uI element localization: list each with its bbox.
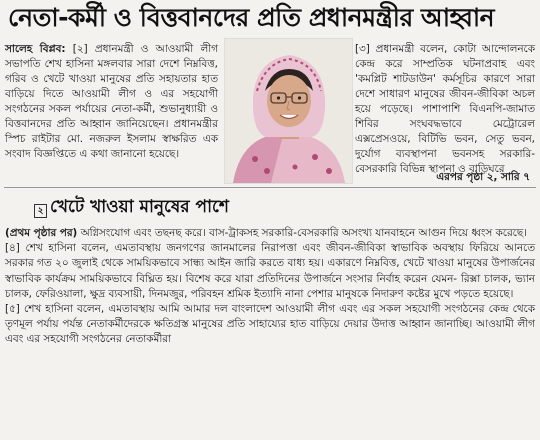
headline: নেতা-কর্মী ও বিত্তবানদের প্রতি প্রধানমন্ত্রীর আহ্বান [8,3,495,32]
prime-minister-photo [224,38,353,184]
right-column [355,42,535,177]
left-column-text: [২] প্রধানমন্ত্রী ও আওয়ামী লীগ সভাপতি শেখ হাসিনা মঙ্গলবার সারা দেশে নিম্নবিত্ত, গরিব ও খেটে খাওয়া মানুষের প্রতি সহায়তার হাত বাড়িয়ে দিতে আওয়ামী লীগ ও এর সহযোগী সংগঠনের সকল পর্যায়ের নেতা-কর্মী, শুভানুধ্যায়ী ও বিত্তবানদের প্রতি আহ্বান জানিয়েছেন। প্রধানমন্ত্রীর স্পিচ রাইটার মো. নজরুল ইসলাম স্বাক্ষরিত এক সংবাদ বিজ্ঞপ্তিতে এ কথা জানানো হয়েছে। [5,43,218,160]
paragraph-1 [5,226,535,241]
article-body [5,226,535,348]
section-divider [4,187,536,188]
paragraph-1-text: অগ্নিসংযোগ এবং তছনছ করে। বাস-ট্রাকসহ সরকারি-বেসরকারি অসংখ্য যানবাহনে আগুন দিয়ে ধ্বংস করেছে। [77,227,527,239]
left-column [5,42,218,162]
continuation-note: এরপর পৃষ্ঠা ২, সারি ৭ [436,171,530,183]
paragraph-2: [৪] শেখ হাসিনা বলেন, এমতাবস্থায় জনগণের জানমালের নিরাপত্তা এবং জীবন-জীবিকা স্বাভাবিক অবস্থায় ফিরিয়ে আনতে সরকার গত ২০ জুলাই থেকে সাময়িকভাবে সান্ধ্য আইন জারি করতে বাধ্য হয়। একারণে নিম্নবিত্ত, খেটে খাওয়া মানুষের উপার্জনের স্বাভাবিক কার্যক্রম সাময়িকভাবে বিঘ্নিত হয়। বিশেষ করে যারা প্রতিদিনের উপার্জনে সংসার নির্বাহ করেন যেমন- রিক্সা চালক, ভ্যান চালক, ফেরিওয়ালা, ক্ষুদ্র ব্যবসায়ী, দিনমজুর, পরিবহন শ্রমিক ইত্যাদি নানা পেশার মানুষকে নিদারুণ কষ্টের মুখে পড়তে হয়েছে। [5,242,535,300]
right-column-text: [৩] প্রধানমন্ত্রী বলেন, কোটা আন্দোলনকে কেন্দ্র করে সাম্প্রতিক ঘটনাপ্রবাহ এবং 'কমপ্লিট শাটডাউন' কর্মসূচির কারণে সারা দেশে সাধারণ মানুষের জীবন-জীবিকা অচল হয়ে পড়েছে। পাশাপাশি বিএনপি-জামাত শিবির সংঘবদ্ধভাবে মেট্রোরেল এক্সপ্রেসওয়ে, বিটিভি ভবন, সেতু ভবন, দুর্যোগ ব্যবস্থাপনা ভবনসহ সরকারি-বেসরকারি বিভিন্ন স্থাপনা ও বাড়িঘরে [355,43,535,175]
paragraph-3: [৫] শেখ হাসিনা বলেন, এমতাবস্থায় আমি আমার দল বাংলাদেশ আওয়ামী লীগ এবং এর সকল সহযোগী সংগঠনের কেন্দ্র থেকে তৃণমূল পর্যায় পর্যন্ত নেতাকর্মীদেরকে ক্ষতিগ্রস্ত মানুষের প্রতি সাহায্যের হাত বাড়িয়ে দেয়ার উদাত্ত আহ্বান জানাচ্ছি। আওয়ামী লীগ এবং এর সহযোগী সংগঠনের নেতাকর্মীরা [5,303,535,346]
page-reference: (প্রথম পৃষ্ঠার পর) [5,227,78,239]
sub-headline-text: খেটে খাওয়া মানুষের পাশে [50,197,229,217]
sub-headline-marker: ২ [34,204,47,218]
portrait-illustration [225,39,352,183]
byline: সালেহ বিপ্লব: [5,43,66,55]
sub-headline [34,196,454,218]
